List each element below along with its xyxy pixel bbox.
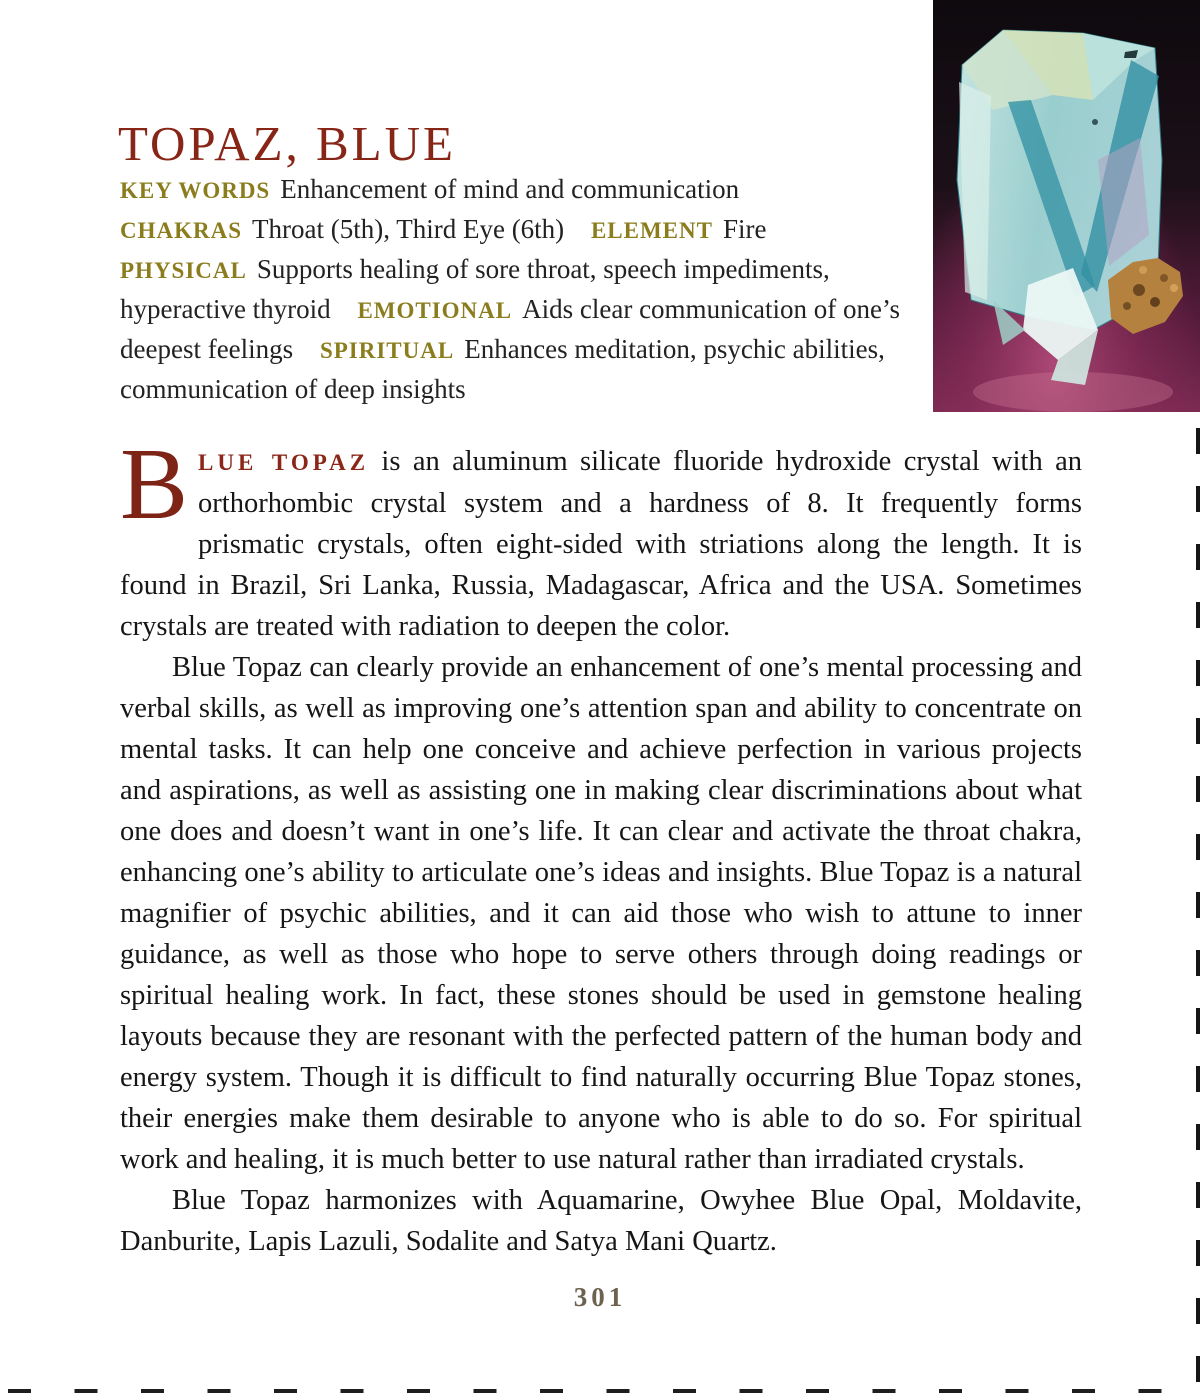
property-row [120, 170, 920, 210]
property-row [120, 210, 920, 250]
right-edge-tick-marks [1196, 428, 1200, 1400]
paragraph-lead [120, 428, 1082, 647]
paragraph-lead-text: is an aluminum silicate fluoride hydroxide crystal with an orthorhombic crystal system and a hardness of 8. It frequently forms prismatic crystals, often eight-sided with striations along the length. It is found in Brazil, Sri Lanka, Russia, Madagascar, Africa and the USA. Sometimes crystals are treated with radiation to deepen the color. [120, 446, 1082, 642]
property-row [120, 250, 920, 408]
property-label: SPIRITUAL [319, 338, 455, 363]
property-text: Supports healing of sore throat, speech impediments, hyperactive thyroid [120, 254, 830, 324]
property-label: EMOTIONAL [357, 298, 513, 323]
properties-block [120, 170, 920, 408]
property-text: Aids clear communication of one’s deepest feelings [120, 294, 901, 364]
property-text: Throat (5th), Third Eye (6th) [252, 214, 565, 244]
crystal-photo-graphic [933, 0, 1200, 412]
page-number: 301 [573, 1282, 627, 1312]
property-text: Enhancement of mind and communication [280, 174, 740, 204]
drop-cap: B [120, 428, 189, 541]
paragraph-2: Blue Topaz can clearly provide an enhancement of one’s mental processing and verbal skills, as well as improving one’s attention span and ability to concentrate on mental tasks. It can help one conceive and achieve perfection in various projects and aspirations, as well as assisting one in making clear discriminations about what one does and doesn’t want in one’s life. It can clear and activate the throat chakra, enhancing one’s ability to articulate one’s ideas and insights. Blue Topaz is a natural magnifier of psychic abilities, and it can aid those who wish to attune to inner guidance, as well as those who hope to serve others through doing readings or spiritual healing work. In fact, these stones should be used in gemstone healing layouts because they are resonant with the perfected pattern of the human body and energy system. Though it is difficult to find naturally occurring Blue Topaz stones, their energies make them desirable to anyone who is able to do so. For spiritual work and healing, it is much better to use natural rather than irradiated crystals. [120, 652, 1082, 1175]
bottom-edge-dash-marks [8, 1389, 1200, 1393]
property-label: PHYSICAL [120, 258, 247, 283]
page-title: TOPAZ, BLUE [118, 115, 456, 171]
property-text: Fire [722, 214, 767, 244]
property-label: ELEMENT [590, 218, 713, 243]
property-label: CHAKRAS [120, 218, 243, 243]
lead-smallcaps: LUE TOPAZ [198, 450, 370, 475]
paragraph-3: Blue Topaz harmonizes with Aquamarine, Owyhee Blue Opal, Moldavite, Danburite, Lapis Lazuli, Sodalite and Satya Mani Quartz. [120, 1185, 1082, 1257]
body-copy [120, 428, 1082, 1262]
property-label: KEY WORDS [120, 178, 271, 203]
crystal-photo [933, 0, 1200, 412]
property-text: Enhances meditation, psychic abilities, communication of deep insights [120, 334, 885, 404]
